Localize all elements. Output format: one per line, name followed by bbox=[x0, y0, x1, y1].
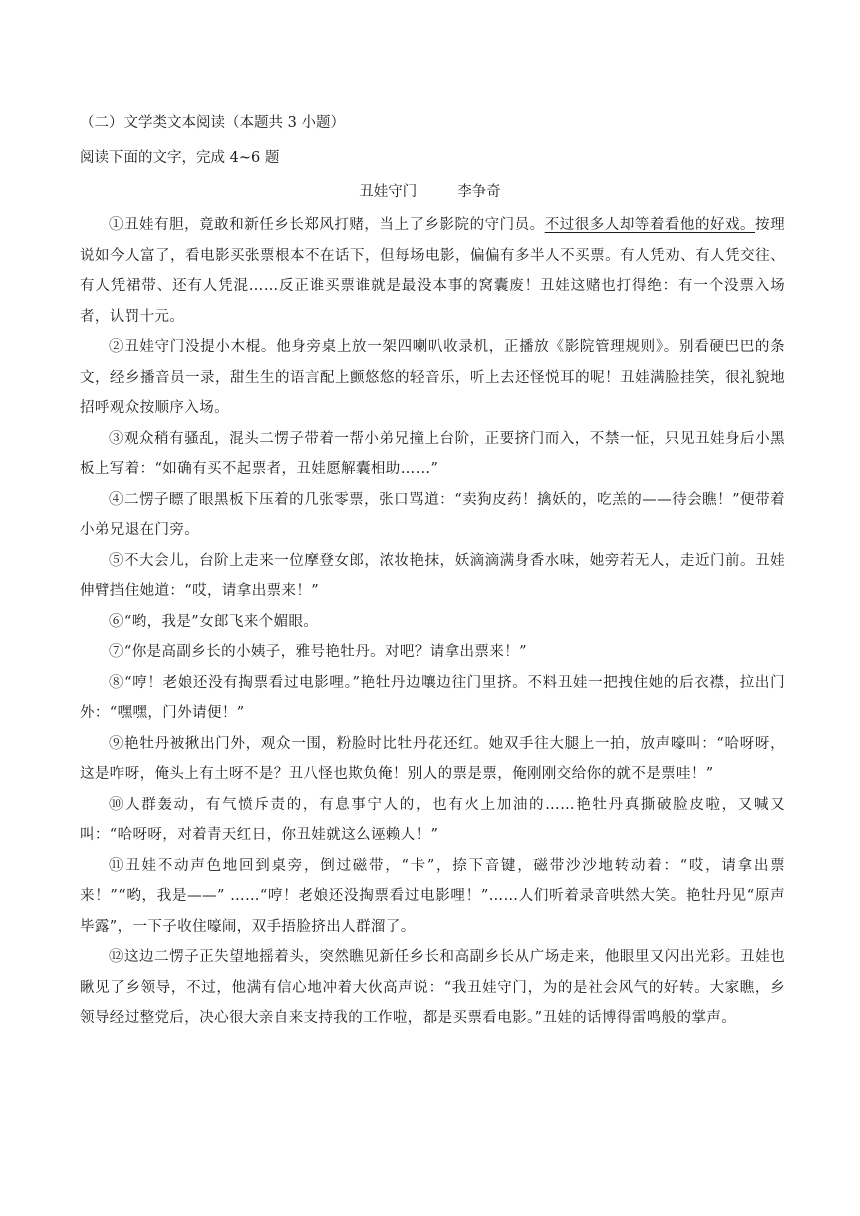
paragraph-10: ⑩人群轰动，有气愤斥责的，有息事宁人的，也有火上加油的……艳牡丹真撕破脸皮啦，又喊又叫：“哈呀呀，对着青天红日，你丑娃就这么诬赖人！” bbox=[80, 796, 785, 843]
reading-instruction: 阅读下面的文字，完成 4~6 题 bbox=[80, 150, 280, 166]
story-heading bbox=[0, 180, 860, 201]
section-title: （二）文学类文本阅读（本题共 3 小题） bbox=[80, 115, 345, 131]
paragraph-1 bbox=[80, 210, 785, 332]
paragraph-4: ④二愣子瞟了眼黑板下压着的几张零票，张口骂道：“卖狗皮药！擒妖的，吃羔的——待会瞧！”便带着小弟兄退在门旁。 bbox=[80, 491, 785, 538]
paragraph-1-text-a: ①丑娃有胆，竟敢和新任乡长郑风打赌，当上了乡影院的守门员。 bbox=[109, 217, 545, 233]
story-title: 丑娃守门 bbox=[359, 184, 418, 200]
story-author: 李争奇 bbox=[457, 184, 501, 200]
paragraph-5: ⑤不大会儿，台阶上走来一位摩登女郎，浓妆艳抹，妖滴滴满身香水味，她旁若无人，走近门前。丑娃伸臂挡住她道：“哎，请拿出票来！” bbox=[80, 552, 785, 599]
paragraph-7: ⑦“你是高副乡长的小姨子，雅号艳牡丹。对吧？请拿出票来！” bbox=[109, 644, 527, 660]
paragraph-2: ②丑娃守门没提小木棍。他身旁桌上放一架四喇叭收录机，正播放《影院管理规则》。别看硬巴巴的条文，经乡播音员一录，甜生生的语言配上颤悠悠的轻音乐，听上去还怪悦耳的呢！丑娃满脸挂笑，很礼貌地招呼观众按顺序入场。 bbox=[80, 339, 785, 416]
paragraph-1-text-b: 按理说如今人富了，看电影买张票根本不在话下，但每场电影，偏偏有多半人不买票。有人凭劝、有人凭交往、有人凭裙带、还有人凭混……反正谁买票谁就是最没本事的窝囊废！丑娃这赌也打得绝：有一个没票入场者，认罚十元。 bbox=[80, 217, 785, 325]
paragraph-3: ③观众稍有骚乱，混头二愣子带着一帮小弟兄撞上台阶，正要挤门而入，不禁一怔，只见丑娃身后小黑板上写着：“如确有买不起票者，丑娃愿解囊相助……” bbox=[80, 430, 785, 477]
paragraph-8: ⑧“哼！老娘还没有掏票看过电影哩。”艳牡丹边嚷边往门里挤。不料丑娃一把拽住她的后衣襟，拉出门外：“嘿嘿，门外请便！” bbox=[80, 674, 785, 721]
paragraph-12: ⑫这边二愣子正失望地摇着头，突然瞧见新任乡长和高副乡长从广场走来，他眼里又闪出光彩。丑娃也瞅见了乡领导，不过，他满有信心地冲着大伙高声说：“我丑娃守门，为的是社会风气的好转。大家瞧，乡领导经过整党后，决心很大亲自来支持我的工作啦，都是买票看电影。”丑娃的话博得雷鸣般的掌声。 bbox=[80, 949, 785, 1026]
underlined-sentence: 不过很多人却等着看他的好戏。 bbox=[544, 217, 756, 233]
paragraph-9: ⑨艳牡丹被揪出门外，观众一围，粉脸时比牡丹花还红。她双手往大腿上一拍，放声嚎叫：“哈呀呀，这是咋呀，俺头上有土呀不是？丑八怪也欺负俺！别人的票是票，俺刚刚交给你的就不是票哇！” bbox=[80, 735, 785, 782]
paragraph-11: ⑪丑娃不动声色地回到桌旁，倒过磁带，“卡”，捺下音键，磁带沙沙地转动着：“哎，请拿出票来！”“哟，我是——” ……“哼！老娘还没掏票看过电影哩！”……人们听着录音哄然大笑。艳牡丹见“原声毕露”，一下子收住嚎闹，双手捂脸挤出人群溜了。 bbox=[80, 857, 785, 935]
paragraph-6: ⑥“哟，我是”女郎飞来个媚眼。 bbox=[109, 613, 319, 630]
story-body bbox=[80, 210, 785, 1034]
